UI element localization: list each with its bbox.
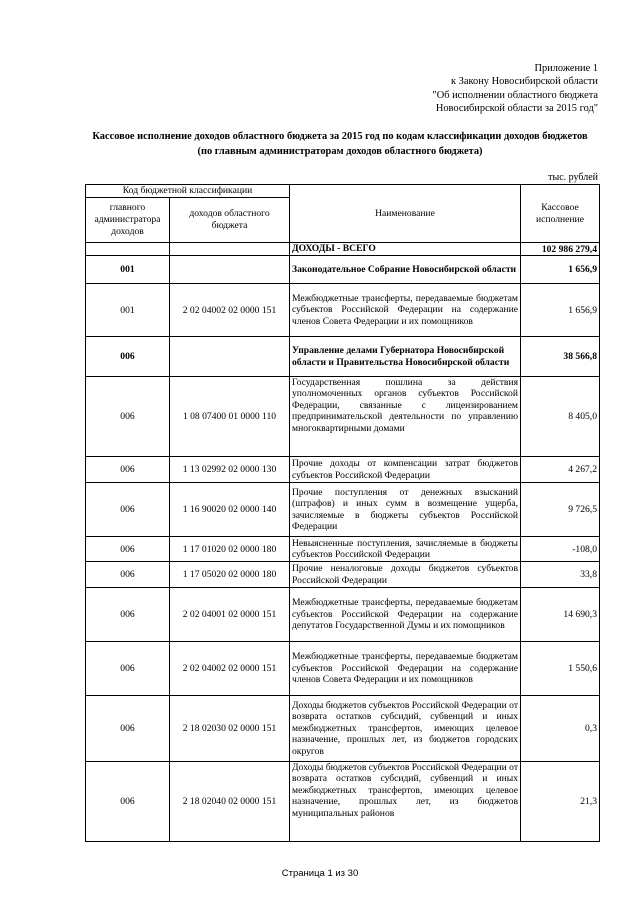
cell-code: 1 17 05020 02 0000 180 bbox=[170, 562, 290, 588]
cell-code: 1 17 01020 02 0000 180 bbox=[170, 537, 290, 562]
cell-name: Управление делами Губернатора Новосибирской области и Правительства Новосибирской области bbox=[290, 337, 521, 377]
cell-admin: 001 bbox=[86, 256, 170, 284]
cell-amount: 102 986 279,4 bbox=[521, 243, 600, 256]
cell-code: 2 18 02040 02 0000 151 bbox=[170, 762, 290, 842]
cell-amount: 1 656,9 bbox=[521, 284, 600, 337]
cell-admin: 006 bbox=[86, 762, 170, 842]
table-row bbox=[86, 696, 600, 762]
cell-amount: 38 566,8 bbox=[521, 337, 600, 377]
cell-admin: 006 bbox=[86, 696, 170, 762]
cell-amount: 1 656,9 bbox=[521, 256, 600, 284]
cell-amount: 21,3 bbox=[521, 762, 600, 842]
cell-amount: 4 267,2 bbox=[521, 457, 600, 483]
cell-name: Доходы бюджетов субъектов Российской Федерации от возврата остатков субсидий, субвенций и иных межбюджетных трансфертов, имеющих целевое назначение, прошлых лет, из бюджетов городских округов bbox=[290, 696, 521, 762]
cell-name: Невыясненные поступления, зачисляемые в бюджеты субъектов Российской Федерации bbox=[290, 537, 521, 562]
table-row bbox=[86, 562, 600, 588]
cell-amount: -108,0 bbox=[521, 537, 600, 562]
cell-code: 1 13 02992 02 0000 130 bbox=[170, 457, 290, 483]
cell-name: Межбюджетные трансферты, передаваемые бюджетам субъектов Российской Федерации на содержание членов Совета Федерации и их помощников bbox=[290, 642, 521, 696]
cell-amount: 0,3 bbox=[521, 696, 600, 762]
table-row bbox=[86, 483, 600, 537]
cell-admin: 006 bbox=[86, 337, 170, 377]
table-row bbox=[86, 537, 600, 562]
cell-name: Прочие доходы от компенсации затрат бюджетов субъектов Российской Федерации bbox=[290, 457, 521, 483]
cell-name: Доходы бюджетов субъектов Российской Федерации от возврата остатков субсидий, субвенций и иных межбюджетных трансфертов, имеющих целевое назначение, прошлых лет, из бюджетов муниципальных районов bbox=[290, 762, 521, 842]
table-row bbox=[86, 377, 600, 457]
table-row bbox=[86, 762, 600, 842]
cell-name: ДОХОДЫ - ВСЕГО bbox=[290, 243, 521, 256]
appendix-line: к Закону Новосибирской области bbox=[451, 76, 598, 88]
appendix-line: Приложение 1 bbox=[534, 63, 598, 74]
cell-code: 2 02 04002 02 0000 151 bbox=[170, 284, 290, 337]
table-row bbox=[86, 337, 600, 377]
cell-code: 1 08 07400 01 0000 110 bbox=[170, 377, 290, 457]
header-revenue-code: доходов областного бюджета bbox=[170, 198, 290, 243]
cell-admin: 006 bbox=[86, 588, 170, 642]
title-line: Кассовое исполнение доходов областного бюджета за 2015 год по кодам классификации доходов бюджетов bbox=[92, 131, 588, 142]
header-amount: Кассовое исполнение bbox=[521, 185, 600, 243]
cell-code bbox=[170, 337, 290, 377]
table-row bbox=[86, 256, 600, 284]
cell-admin: 006 bbox=[86, 377, 170, 457]
appendix-block bbox=[338, 62, 598, 116]
cell-code: 2 18 02030 02 0000 151 bbox=[170, 696, 290, 762]
cell-admin: 001 bbox=[86, 284, 170, 337]
cell-code bbox=[170, 243, 290, 256]
table-row bbox=[86, 457, 600, 483]
cell-admin: 006 bbox=[86, 457, 170, 483]
cell-admin: 006 bbox=[86, 537, 170, 562]
document-title bbox=[60, 130, 620, 159]
cell-name: Межбюджетные трансферты, передаваемые бюджетам субъектов Российской Федерации на содержание членов Совета Федерации и их помощников bbox=[290, 284, 521, 337]
cell-name: Законодательное Собрание Новосибирской области bbox=[290, 256, 521, 284]
table-row bbox=[86, 243, 600, 256]
table-row bbox=[86, 588, 600, 642]
cell-code: 1 16 90020 02 0000 140 bbox=[170, 483, 290, 537]
cell-admin: 006 bbox=[86, 642, 170, 696]
header-name: Наименование bbox=[290, 185, 521, 243]
cell-admin bbox=[86, 243, 170, 256]
cell-code: 2 02 04002 02 0000 151 bbox=[170, 642, 290, 696]
cell-amount: 1 550,6 bbox=[521, 642, 600, 696]
cell-amount: 33,8 bbox=[521, 562, 600, 588]
header-admin-code: главного администратора доходов bbox=[86, 198, 170, 243]
cell-amount: 8 405,0 bbox=[521, 377, 600, 457]
cell-name: Государственная пошлина за действия уполномоченных органов субъектов Российской Федерации, связанные с лицензированием предпринимательской деятельности по управлению многоквартирными домами bbox=[290, 377, 521, 457]
appendix-line: Новосибирской области за 2015 год" bbox=[435, 103, 598, 115]
cell-admin: 006 bbox=[86, 562, 170, 588]
cell-code: 2 02 04001 02 0000 151 bbox=[170, 588, 290, 642]
cell-amount: 14 690,3 bbox=[521, 588, 600, 642]
table-row bbox=[86, 284, 600, 337]
cell-code bbox=[170, 256, 290, 284]
revenue-table bbox=[85, 184, 600, 842]
cell-amount: 9 726,5 bbox=[521, 483, 600, 537]
cell-admin: 006 bbox=[86, 483, 170, 537]
header-classification-code: Код бюджетной классификации bbox=[86, 185, 290, 198]
table-row bbox=[86, 642, 600, 696]
title-subline: (по главным администраторам доходов областного бюджета) bbox=[197, 145, 483, 157]
appendix-line: "Об исполнении областного бюджета bbox=[432, 89, 598, 101]
page-footer: Страница 1 из 30 bbox=[281, 868, 359, 879]
cell-name: Прочие поступления от денежных взысканий (штрафов) и иных сумм в возмещение ущерба, зачисляемые в бюджеты субъектов Российской Федерации bbox=[290, 483, 521, 537]
cell-name: Прочие неналоговые доходы бюджетов субъектов Российской Федерации bbox=[290, 562, 521, 588]
units-label: тыс. рублей bbox=[548, 172, 598, 183]
cell-name: Межбюджетные трансферты, передаваемые бюджетам субъектов Российской Федерации на содержание депутатов Государственной Думы и их помощников bbox=[290, 588, 521, 642]
